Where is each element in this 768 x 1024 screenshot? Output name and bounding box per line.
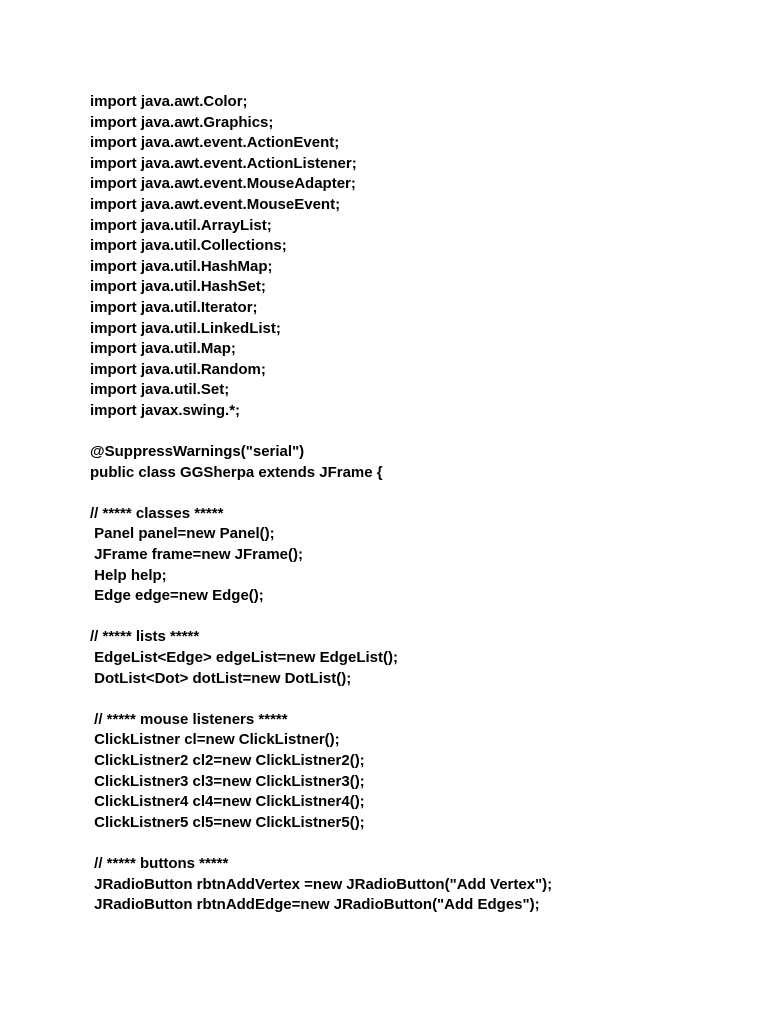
code-line: JRadioButton rbtnAddVertex =new JRadioButton("Add Vertex");	[90, 875, 553, 893]
blank-line	[90, 483, 552, 504]
code-line: // ***** lists *****	[90, 628, 200, 646]
code-listing	[90, 92, 552, 916]
code-line: @SuppressWarnings("serial")	[90, 443, 305, 461]
code-line: import java.awt.event.ActionListener;	[90, 154, 357, 172]
code-line: import java.awt.event.MouseEvent;	[90, 195, 341, 213]
code-line: Help help;	[90, 566, 167, 584]
code-line: JFrame frame=new JFrame();	[90, 546, 304, 564]
code-line: // ***** mouse listeners *****	[90, 710, 288, 728]
code-line: import java.util.HashSet;	[90, 278, 266, 296]
code-line: import java.util.LinkedList;	[90, 319, 281, 337]
code-line: import java.awt.Color;	[90, 93, 248, 110]
code-line: EdgeList<Edge> edgeList=new EdgeList();	[90, 649, 398, 667]
blank-line	[90, 833, 552, 854]
code-line: ClickListner5 cl5=new ClickListner5();	[90, 813, 365, 831]
code-line: import java.awt.event.ActionEvent;	[90, 134, 340, 152]
code-line: import java.util.Random;	[90, 360, 266, 378]
code-line: Edge edge=new Edge();	[90, 587, 264, 605]
code-line: DotList<Dot> dotList=new DotList();	[90, 669, 352, 687]
code-line: JRadioButton rbtnAddEdge=new JRadioButton("Add Edges");	[90, 896, 540, 914]
code-line: import java.util.Set;	[90, 381, 230, 399]
code-line: Panel panel=new Panel();	[90, 525, 275, 543]
code-line: // ***** buttons *****	[90, 854, 229, 872]
code-line: ClickListner2 cl2=new ClickListner2();	[90, 752, 365, 769]
code-line: import java.util.Map;	[90, 340, 236, 358]
blank-line	[90, 689, 552, 710]
code-line: import java.awt.Graphics;	[90, 113, 274, 131]
code-line: ClickListner3 cl3=new ClickListner3();	[90, 772, 365, 790]
code-line: public class GGSherpa extends JFrame {	[90, 463, 383, 481]
code-line: // ***** classes *****	[90, 504, 224, 522]
code-line: import java.util.Iterator;	[90, 298, 258, 316]
blank-line	[90, 422, 552, 443]
code-line: import javax.swing.*;	[90, 401, 241, 419]
code-line: import java.util.Collections;	[90, 237, 287, 255]
blank-line	[90, 607, 552, 628]
code-line: import java.util.HashMap;	[90, 257, 273, 275]
code-line: ClickListner4 cl4=new ClickListner4();	[90, 793, 365, 811]
code-line: ClickListner cl=new ClickListner();	[90, 731, 340, 749]
code-line: import java.util.ArrayList;	[90, 216, 272, 234]
code-line: import java.awt.event.MouseAdapter;	[90, 175, 356, 193]
